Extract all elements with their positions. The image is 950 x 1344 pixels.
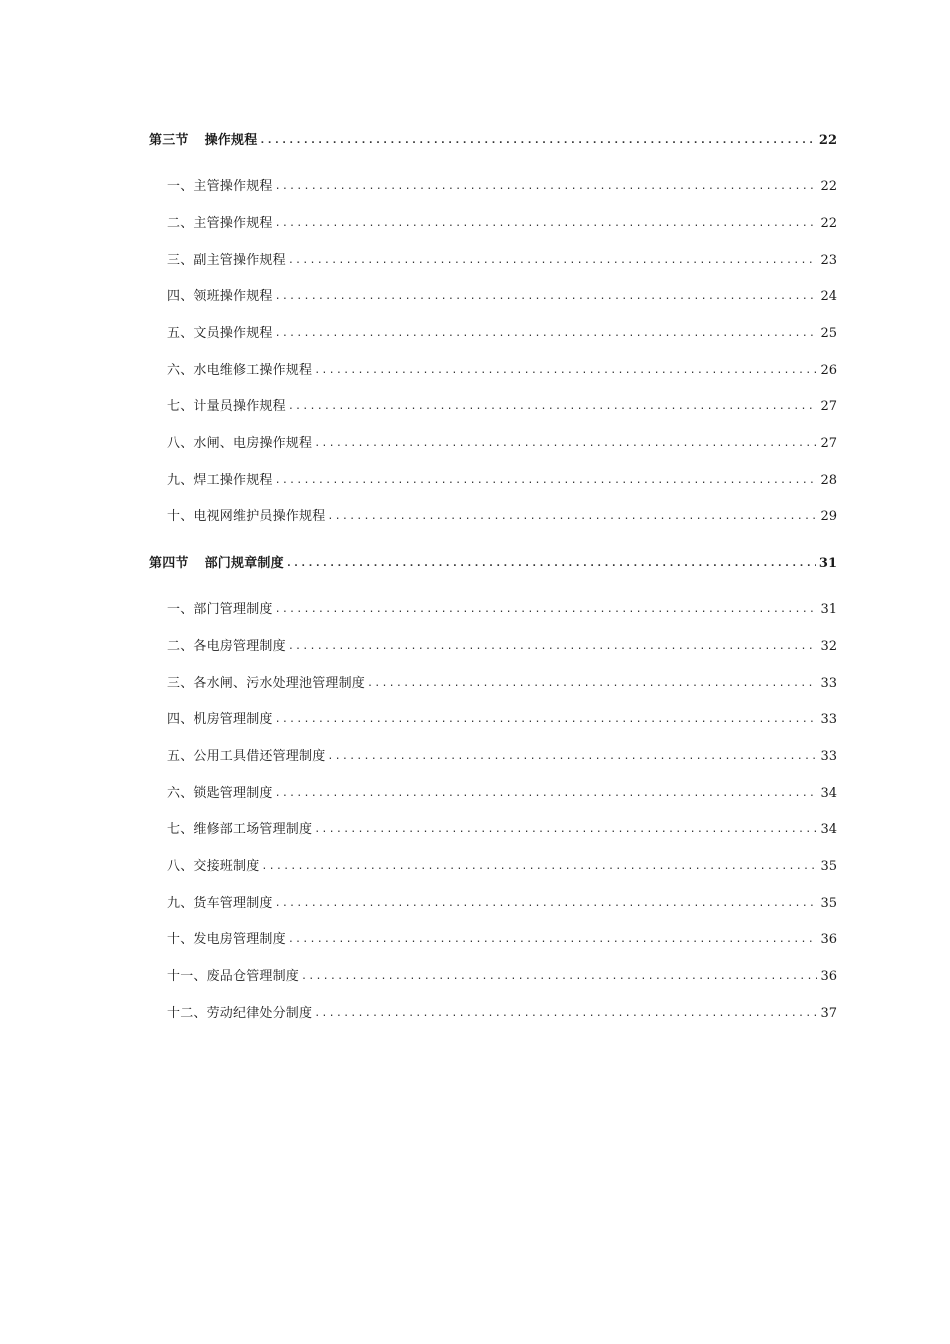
dot-leader <box>288 636 818 658</box>
entry-title: 三、各水闸、污水处理池管理制度 <box>167 676 366 691</box>
toc-entry[interactable] <box>167 636 837 658</box>
toc-entry[interactable] <box>167 819 837 841</box>
toc-entry[interactable] <box>167 746 837 768</box>
entry-title: 一、主管操作规程 <box>167 179 273 194</box>
entry-title: 九、货车管理制度 <box>167 896 273 911</box>
dot-leader <box>261 856 817 878</box>
toc-entry[interactable] <box>167 709 837 731</box>
entry-title: 六、锁匙管理制度 <box>167 786 273 801</box>
entry-title: 六、水电维修工操作规程 <box>167 363 313 378</box>
toc-entry[interactable] <box>167 966 837 988</box>
entry-title: 十一、废品仓管理制度 <box>167 969 300 984</box>
dot-leader <box>275 176 818 198</box>
toc-entry[interactable] <box>167 250 837 272</box>
dot-leader <box>288 250 818 272</box>
page-number: 23 <box>820 253 837 268</box>
toc-entry[interactable] <box>167 213 837 235</box>
toc-entry[interactable] <box>167 360 837 382</box>
page-number: 29 <box>820 509 837 524</box>
section-title: 操作规程 <box>204 133 258 148</box>
dot-leader <box>259 130 815 152</box>
entry-title: 七、计量员操作规程 <box>167 399 286 414</box>
page-number: 35 <box>820 859 837 874</box>
entry-title: 八、水闸、电房操作规程 <box>167 436 313 451</box>
page-number: 34 <box>820 786 837 801</box>
entry-title: 四、机房管理制度 <box>167 712 273 727</box>
page-number: 26 <box>820 363 837 378</box>
entry-title: 九、焊工操作规程 <box>167 473 273 488</box>
page-number: 33 <box>820 712 837 727</box>
entry-title: 五、文员操作规程 <box>167 326 273 341</box>
toc-entry[interactable] <box>167 433 837 455</box>
toc-entry[interactable] <box>167 1003 837 1025</box>
page-number: 33 <box>820 676 837 691</box>
toc-entry[interactable] <box>167 599 837 621</box>
section-title: 部门规章制度 <box>204 556 284 571</box>
dot-leader <box>275 893 818 915</box>
entry-title: 二、主管操作规程 <box>167 216 273 231</box>
entry-title: 十、电视网维护员操作规程 <box>167 509 326 524</box>
dot-leader <box>275 599 818 621</box>
toc-entry[interactable] <box>167 470 837 492</box>
page-number: 36 <box>820 969 837 984</box>
page-number: 37 <box>820 1006 837 1021</box>
dot-leader <box>286 553 816 575</box>
toc-entry[interactable] <box>167 176 837 198</box>
page-number: 32 <box>820 639 837 654</box>
page-number: 36 <box>820 932 837 947</box>
entry-title: 一、部门管理制度 <box>167 602 273 617</box>
page-number: 33 <box>820 749 837 764</box>
toc-section-3[interactable] <box>149 130 837 152</box>
dot-leader <box>275 470 818 492</box>
page-number: 31 <box>818 556 837 571</box>
page-number: 27 <box>820 399 837 414</box>
page-number: 27 <box>820 436 837 451</box>
toc-entry[interactable] <box>167 506 837 528</box>
page-number: 28 <box>820 473 837 488</box>
entry-title: 十二、劳动纪律处分制度 <box>167 1006 313 1021</box>
toc-entry[interactable] <box>167 396 837 418</box>
dot-leader <box>275 783 818 805</box>
page-number: 25 <box>820 326 837 341</box>
page-number: 22 <box>820 179 837 194</box>
dot-leader <box>288 396 818 418</box>
entry-title: 三、副主管操作规程 <box>167 253 286 268</box>
dot-leader <box>327 746 817 768</box>
dot-leader <box>367 673 817 695</box>
entry-title: 五、公用工具借还管理制度 <box>167 749 326 764</box>
toc-section-4[interactable] <box>149 553 837 575</box>
section-number: 第四节 <box>149 556 189 571</box>
toc-entry[interactable] <box>167 893 837 915</box>
dot-leader <box>288 929 818 951</box>
section-number: 第三节 <box>149 133 189 148</box>
toc-entry[interactable] <box>167 856 837 878</box>
dot-leader <box>275 213 818 235</box>
entry-title: 七、维修部工场管理制度 <box>167 822 313 837</box>
page-number: 22 <box>818 133 837 148</box>
dot-leader <box>314 360 817 382</box>
page-number: 22 <box>820 216 837 231</box>
page-number: 35 <box>820 896 837 911</box>
toc-entry[interactable] <box>167 673 837 695</box>
entry-title: 八、交接班制度 <box>167 859 260 874</box>
toc-entry[interactable] <box>167 286 837 308</box>
entry-title: 二、各电房管理制度 <box>167 639 286 654</box>
dot-leader <box>275 286 818 308</box>
dot-leader <box>314 1003 817 1025</box>
page-number: 24 <box>820 289 837 304</box>
page-number: 34 <box>820 822 837 837</box>
dot-leader <box>314 433 817 455</box>
toc-entry[interactable] <box>167 783 837 805</box>
dot-leader <box>301 966 817 988</box>
entry-title: 四、领班操作规程 <box>167 289 273 304</box>
page-number: 31 <box>820 602 837 617</box>
dot-leader <box>327 506 817 528</box>
dot-leader <box>275 709 818 731</box>
dot-leader <box>314 819 817 841</box>
dot-leader <box>275 323 818 345</box>
toc-entry[interactable] <box>167 323 837 345</box>
toc-entry[interactable] <box>167 929 837 951</box>
entry-title: 十、发电房管理制度 <box>167 932 286 947</box>
